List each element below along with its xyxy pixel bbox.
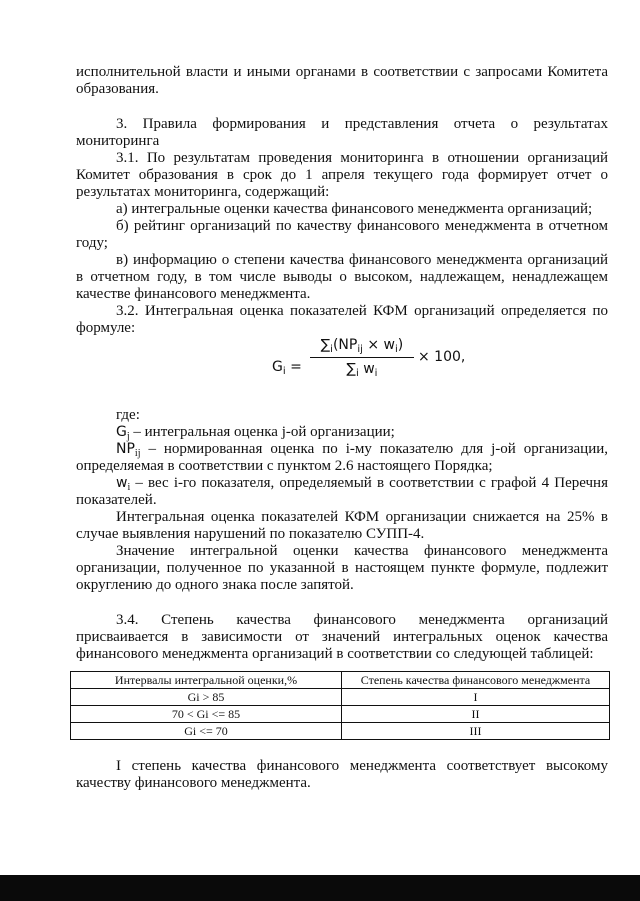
table-row xyxy=(71,723,610,740)
definition-wi: $w_i$ – вес i-го показателя, определяемый в соответствии с графой 4 Перечня показателей. xyxy=(76,475,608,508)
formula-lhs: $G_i$ = xyxy=(272,359,302,377)
quality-grade-table xyxy=(70,671,610,740)
formula-denominator: $\sum_i$ $w_i$ xyxy=(346,361,378,379)
paragraph-penalty: Интегральная оценка показателей КФМ организации снижается на 25% в случае выявления нарушений по показателю СУПП-4. xyxy=(76,509,608,542)
paragraph-3-1: 3.1. По результатам проведения мониторинга в отношении организаций Комитет образования в срок до 1 апреля текущего года формирует отчет о результатах мониторинга, содержащий: xyxy=(76,150,608,200)
table-header-row xyxy=(71,672,610,689)
table-cell: I xyxy=(342,689,610,706)
list-item-v: в) информацию о степени качества финансового менеджмента организаций в отчетном году, в том числе выводы о высоком, надлежащем, ненадлежащем качестве финансового менеджмента. xyxy=(76,252,608,302)
paragraph-continuation: исполнительной власти и иными органами в соответствии с запросами Комитета образования. xyxy=(76,64,608,97)
fraction-bar xyxy=(310,357,414,358)
table-header-cell: Степень качества финансового менеджмента xyxy=(342,672,610,689)
where-label: где: xyxy=(116,407,140,423)
table-cell: Gi <= 70 xyxy=(71,723,342,740)
document-page xyxy=(76,64,608,792)
list-item-a: а) интегральные оценки качества финансового менеджмента организаций; xyxy=(116,201,593,217)
integral-score-formula xyxy=(76,337,608,407)
definition-gj: $G_j$ – интегральная оценка j-ой организации; xyxy=(116,424,395,442)
section-heading-3: 3. Правила формирования и представления отчета о результатах мониторинга xyxy=(76,116,608,149)
table-cell: 70 < Gi <= 85 xyxy=(71,706,342,723)
table-cell: Gi > 85 xyxy=(71,689,342,706)
table-cell: II xyxy=(342,706,610,723)
scan-bottom-edge xyxy=(0,875,640,901)
list-item-b: б) рейтинг организаций по качеству финансового менеджмента в отчетном году; xyxy=(76,218,608,251)
formula-multiplier: × 100, xyxy=(418,349,466,365)
formula-numerator: $\sum_i(NP_{ij} \times w_i)$ xyxy=(320,337,404,355)
table-cell: III xyxy=(342,723,610,740)
table-row xyxy=(71,706,610,723)
table-row xyxy=(71,689,610,706)
paragraph-grade-i: I степень качества финансового менеджмента соответствует высокому качеству финансового менеджмента. xyxy=(76,758,608,791)
paragraph-rounding: Значение интегральной оценки качества финансового менеджмента организации, полученное по указанной в настоящем пункте формуле, подлежит округлению до одного знака после запятой. xyxy=(76,543,608,593)
paragraph-3-4: 3.4. Степень качества финансового менеджмента организаций присваивается в зависимости от значений интегральных оценок качества финансового менеджмента организаций в соответствии со следующей таблицей: xyxy=(76,612,608,662)
table-header-cell: Интервалы интегральной оценки,% xyxy=(71,672,342,689)
paragraph-3-2: 3.2. Интегральная оценка показателей КФМ организаций определяется по формуле: xyxy=(76,303,608,336)
definition-npij: $NP_{ij}$ – нормированная оценка по i-му показателю для j-ой организации, определяемая в соответствии с пунктом 2.6 настоящего Порядка; xyxy=(76,441,608,474)
